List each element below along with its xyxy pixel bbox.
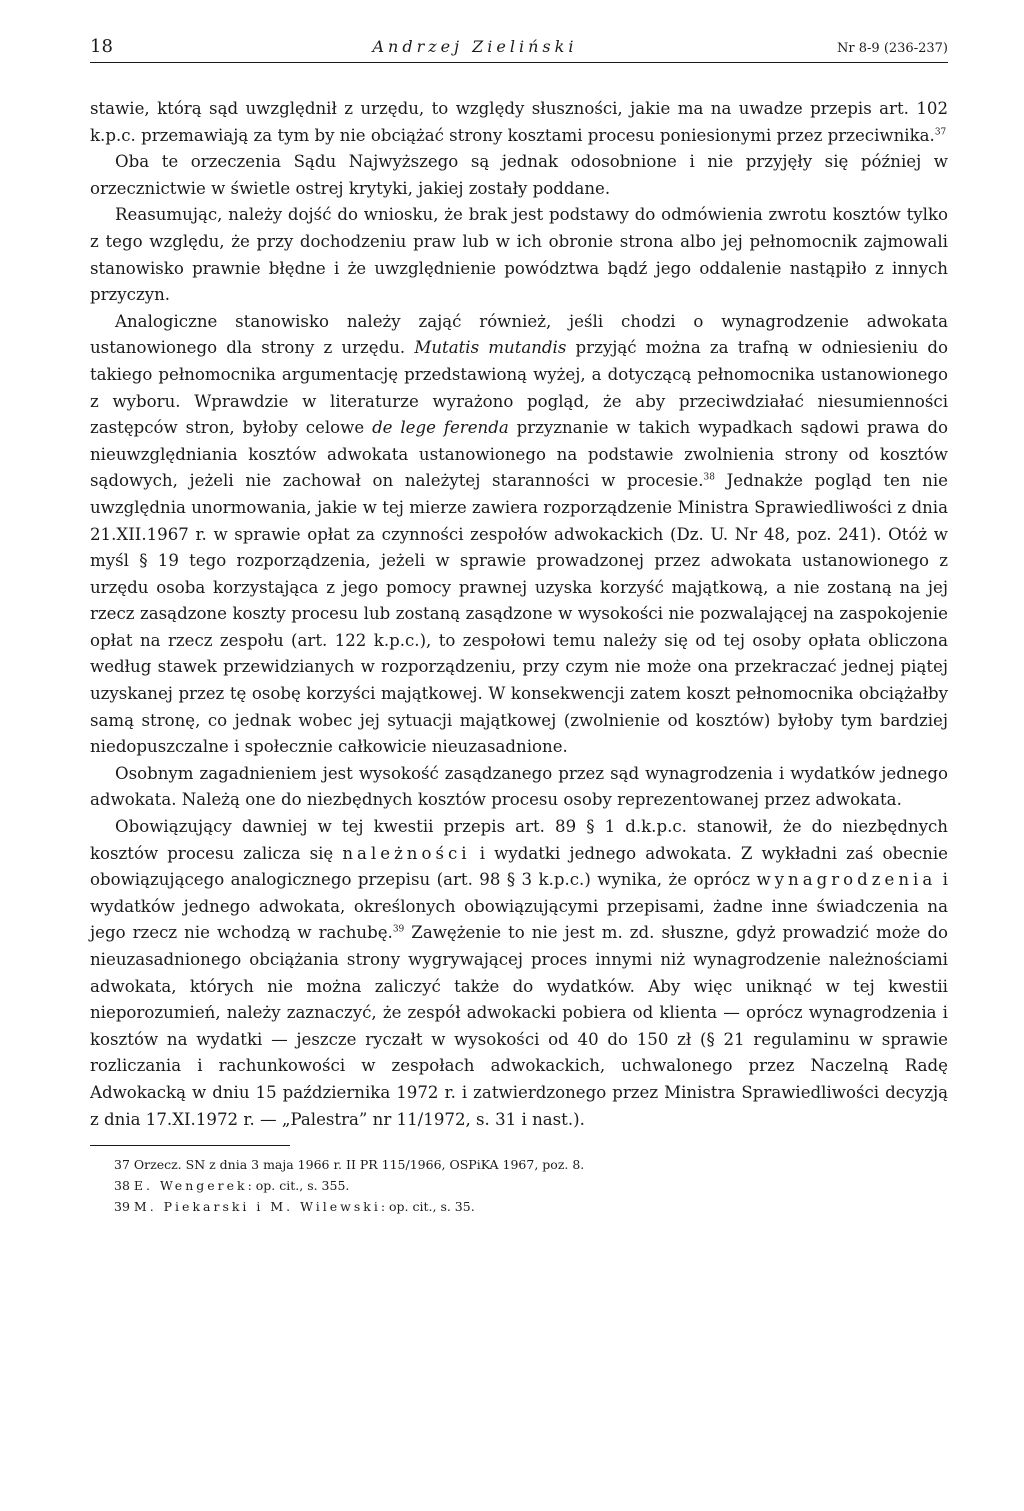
footnote-ref-39[interactable]: 39 — [392, 924, 405, 935]
footnotes — [90, 1154, 948, 1217]
footnote-37 — [90, 1154, 948, 1175]
latin-phrase: de lege ferenda — [372, 418, 509, 438]
footnote-text: : op. cit., s. 355. — [247, 1178, 350, 1194]
paragraph-5: Osobnym zagadnieniem jest wysokość zasądzanego przez sąd wynagrodzenia i wydatków jednego adwokata. Należą one do niezbędnych kosztów procesu osoby reprezentowanej przez adwokata. — [90, 763, 948, 810]
paragraph-4 — [90, 309, 948, 761]
latin-phrase: Mutatis mutandis — [414, 338, 567, 358]
footnote-text: : op. cit., s. 35. — [380, 1199, 475, 1215]
footnote-divider — [90, 1145, 290, 1146]
document-page — [90, 36, 948, 1217]
paragraph-text: Jednakże pogląd ten nie uwzględnia unormowania, jakie w tej mierze zawiera rozporządzenie Ministra Sprawiedliwości z dnia 21.XII.1967 r. w sprawie opłat za czynności zespołów adwokackich (Dz. U. Nr 48, poz. 241). Otóż w myśl § 19 tego rozporządzenia, jeżeli w sprawie prowadzonej przez adwokata ustanowionego z urzędu osoba korzystająca z jego pomocy prawnej uzyska korzyść majątkową, a nie zostaną na jej rzecz zasądzone koszty procesu lub zostaną zasądzone w wysokości nie pozwalającej na zaspokojenie opłat na rzecz zespołu (art. 122 k.p.c.), to zespołowi temu należy się od tej osoby opłata obliczona według stawek przewidzianych w rozporządzeniu, przy czym nie może ona przekraczać jednej piątej uzyskanej przez tę osobę korzyści majątkowej. W konsekwencji zatem koszt pełnomocnika obciążałby samą stronę, co jednak wobec jej sytuacji majątkowej (zwolnienie od kosztów) byłoby tym bardziej niedopuszczalne i społecznie całkowicie nieuzasadnione. — [90, 471, 948, 757]
footnote-author: E. Wengerek — [133, 1178, 248, 1194]
paragraph-text: przyznanie w takich wypadkach sądowi prawa do nieuwzględniania kosztów adwokata ustanowionego na podstawie zwolnienia strony od kosztów sądowych, jeżeli nie zachował on należytej staranności w procesie. — [90, 418, 948, 491]
footnote-number: 38 — [114, 1178, 130, 1194]
article-body — [90, 96, 948, 1133]
paragraph-text: Obowiązujący dawniej w tej kwestii przepis art. 89 § 1 d.k.p.c. stanowił, że do niezbędnych kosztów procesu zalicza się — [90, 817, 948, 863]
page-header — [90, 36, 948, 63]
issue-number: Nr 8-9 (236-237) — [837, 41, 948, 56]
paragraph-1 — [90, 96, 948, 149]
footnote-ref-37[interactable]: 37 — [934, 127, 947, 138]
footnote-number: 37 — [114, 1157, 130, 1173]
paragraph-6 — [90, 814, 948, 1133]
paragraph-text: i wydatków jednego adwokata, określonych obowiązującymi przepisami, żadne inne świadczenia na jego rzecz nie wchodzą w rachubę. — [90, 870, 948, 943]
spaced-emphasis: wynagrodzenia — [756, 870, 937, 890]
page-number: 18 — [90, 36, 113, 57]
running-head-author: Andrzej Zieliński — [372, 37, 578, 56]
paragraph-text: przyjąć można za trafną w odniesieniu do takiego pełnomocnika argumentację przedstawioną wyżej, a dotyczącą pełnomocnika ustanowionego z wyboru. Wprawdzie w literaturze wyrażono pogląd, że aby przeciwdziałać niesumienności zastępców stron, byłoby celowe — [90, 338, 948, 438]
paragraph-text: i wydatki jednego adwokata. Z wykładni zaś obecnie obowiązującego analogicznego przepisu (art. 98 § 3 k.p.c.) wynika, że oprócz — [90, 843, 948, 890]
footnote-39 — [90, 1196, 948, 1217]
footnote-number: 39 — [114, 1199, 130, 1215]
paragraph-text: Zawężenie to nie jest m. zd. słuszne, gdyż prowadzić może do nieuzasadnionego obciążania strony wygrywającej proces innymi niż wynagrodzenie należnościami adwokata, których nie można zaliczyć także do wydatków. Aby więc uniknąć w tej kwestii nieporozumień, należy zaznaczyć, że zespół adwokacki pobiera od klienta — oprócz wynagrodzenia i kosztów na wydatki — jeszcze ryczałt w wysokości od 40 do 150 zł (§ 21 regulaminu w sprawie rozliczania i rachunkowości w zespołach adwokackich, uchwalonego przez Naczelną Radę Adwokacką w dniu 15 października 1972 r. i zatwierdzonego przez Ministra Sprawiedliwości decyzją z dnia 17.XI.1972 r. — „Palestra” nr 11/1972, s. 31 i nast.). — [90, 923, 948, 1129]
paragraph-3: Reasumując, należy dojść do wniosku, że brak jest podstawy do odmówienia zwrotu kosztów tylko z tego względu, że przy dochodzeniu praw lub w ich obronie strona albo jej pełnomocnik zajmowali stanowisko prawnie błędne i że uwzględnienie powództwa bądź jego oddalenie nastąpiło z innych przyczyn. — [90, 205, 948, 305]
paragraph-text: Analogiczne stanowisko należy zająć również, jeśli chodzi o wynagrodzenie adwokata ustanowionego dla strony z urzędu. — [90, 311, 948, 358]
spaced-emphasis: należności — [342, 843, 471, 863]
footnote-author: M. Piekarski i M. Wilewski — [133, 1199, 381, 1215]
paragraph-text: stawie, którą sąd uwzględnił z urzędu, to względy słuszności, jakie ma na uwadze przepis art. 102 k.p.c. przemawiają za tym by nie obciążać strony kosztami procesu poniesionymi przez przeciwnika. — [90, 99, 948, 145]
footnote-text: Orzecz. SN z dnia 3 maja 1966 r. II PR 115/1966, OSPiKA 1967, poz. 8. — [133, 1157, 585, 1173]
footnote-ref-38[interactable]: 38 — [703, 472, 715, 483]
footnote-38 — [90, 1175, 948, 1196]
paragraph-2: Oba te orzeczenia Sądu Najwyższego są jednak odosobnione i nie przyjęły się później w orzecznictwie w świetle ostrej krytyki, jakiej zostały poddane. — [90, 152, 948, 198]
